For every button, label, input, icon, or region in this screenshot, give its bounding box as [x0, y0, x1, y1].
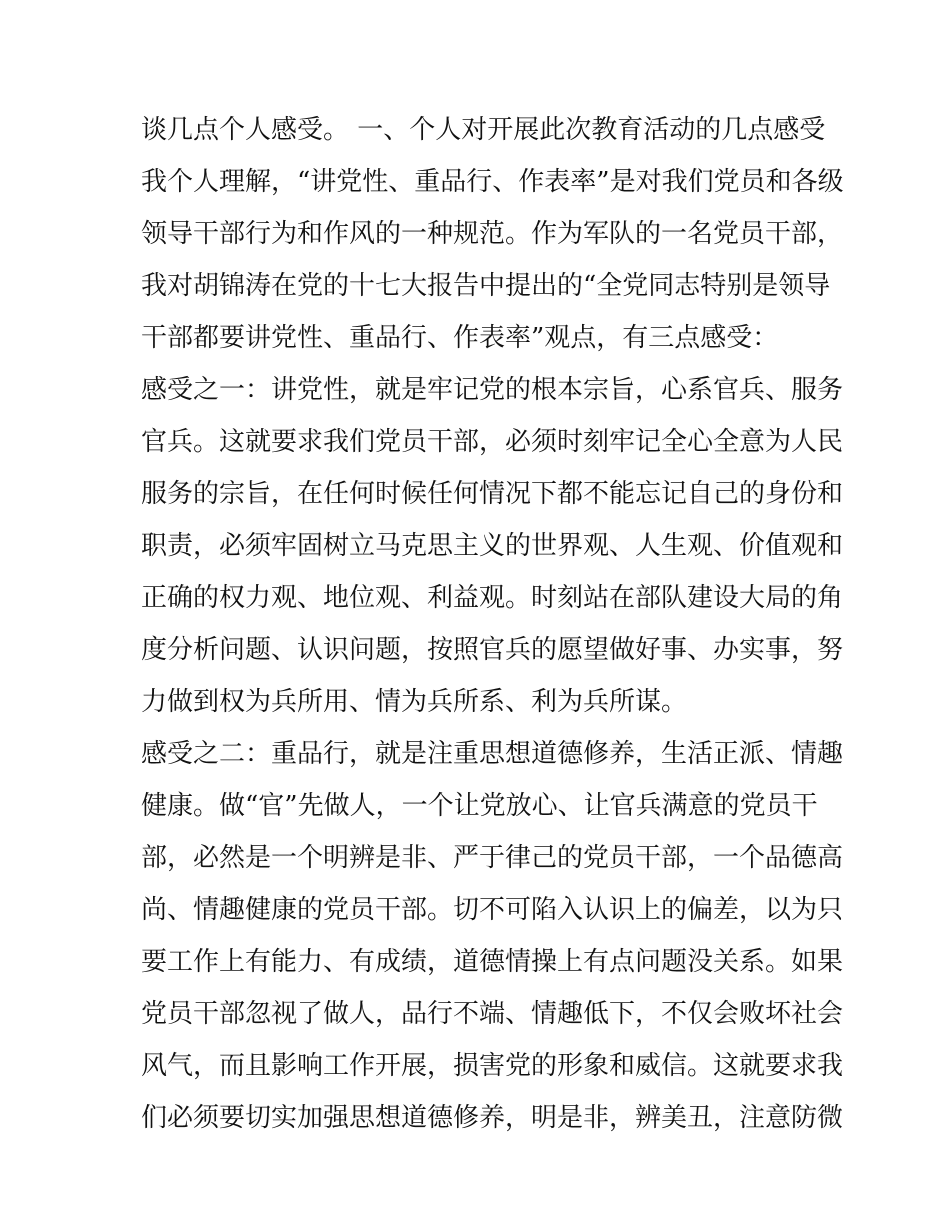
text-line: 尚、情趣健康的党员干部。切不可陷入认识上的偏差，以为只	[141, 895, 844, 925]
text-line: 干部都要讲党性、重品行、作表率”观点，有三点感受：	[141, 323, 779, 353]
text-line: 领导干部行为和作风的一种规范。作为军队的一名党员干部，	[141, 219, 844, 249]
text-line: 健康。做“官”先做人，一个让党放心、让官兵满意的党员干	[141, 791, 818, 821]
text-line: 风气，而且影响工作开展，损害党的形象和威信。这就要求我	[141, 1051, 844, 1081]
text-line: 我个人理解，“讲党性、重品行、作表率”是对我们党员和各级	[141, 167, 844, 197]
text-line: 力做到权为兵所用、情为兵所系、利为兵所谋。	[141, 687, 688, 717]
text-line: 要工作上有能力、有成绩，道德情操上有点问题没关系。如果	[141, 947, 844, 977]
text-line: 服务的宗旨，在任何时候任何情况下都不能忘记自己的身份和	[141, 479, 844, 509]
text-line: 党员干部忽视了做人，品行不端、情趣低下，不仅会败坏社会	[141, 999, 844, 1029]
text-line: 部，必然是一个明辨是非、严于律己的党员干部，一个品德高	[141, 843, 844, 873]
text-line: 感受之一：讲党性，就是牢记党的根本宗旨，心系官兵、服务	[141, 375, 844, 405]
body-text	[141, 110, 844, 1150]
text-line: 正确的权力观、地位观、利益观。时刻站在部队建设大局的角	[141, 583, 844, 613]
text-line: 谈几点个人感受。 一、个人对开展此次教育活动的几点感受	[141, 115, 826, 145]
text-line: 们必须要切实加强思想道德修养，明是非，辨美丑，注意防微	[141, 1103, 844, 1133]
text-line: 职责，必须牢固树立马克思主义的世界观、人生观、价值观和	[141, 531, 844, 561]
text-line: 度分析问题、认识问题，按照官兵的愿望做好事、办实事，努	[141, 635, 844, 665]
text-line: 官兵。这就要求我们党员干部，必须时刻牢记全心全意为人民	[141, 427, 844, 457]
text-line: 我对胡锦涛在党的十七大报告中提出的“全党同志特别是领导	[141, 271, 831, 301]
text-line: 感受之二：重品行，就是注重思想道德修养，生活正派、情趣	[141, 739, 844, 769]
